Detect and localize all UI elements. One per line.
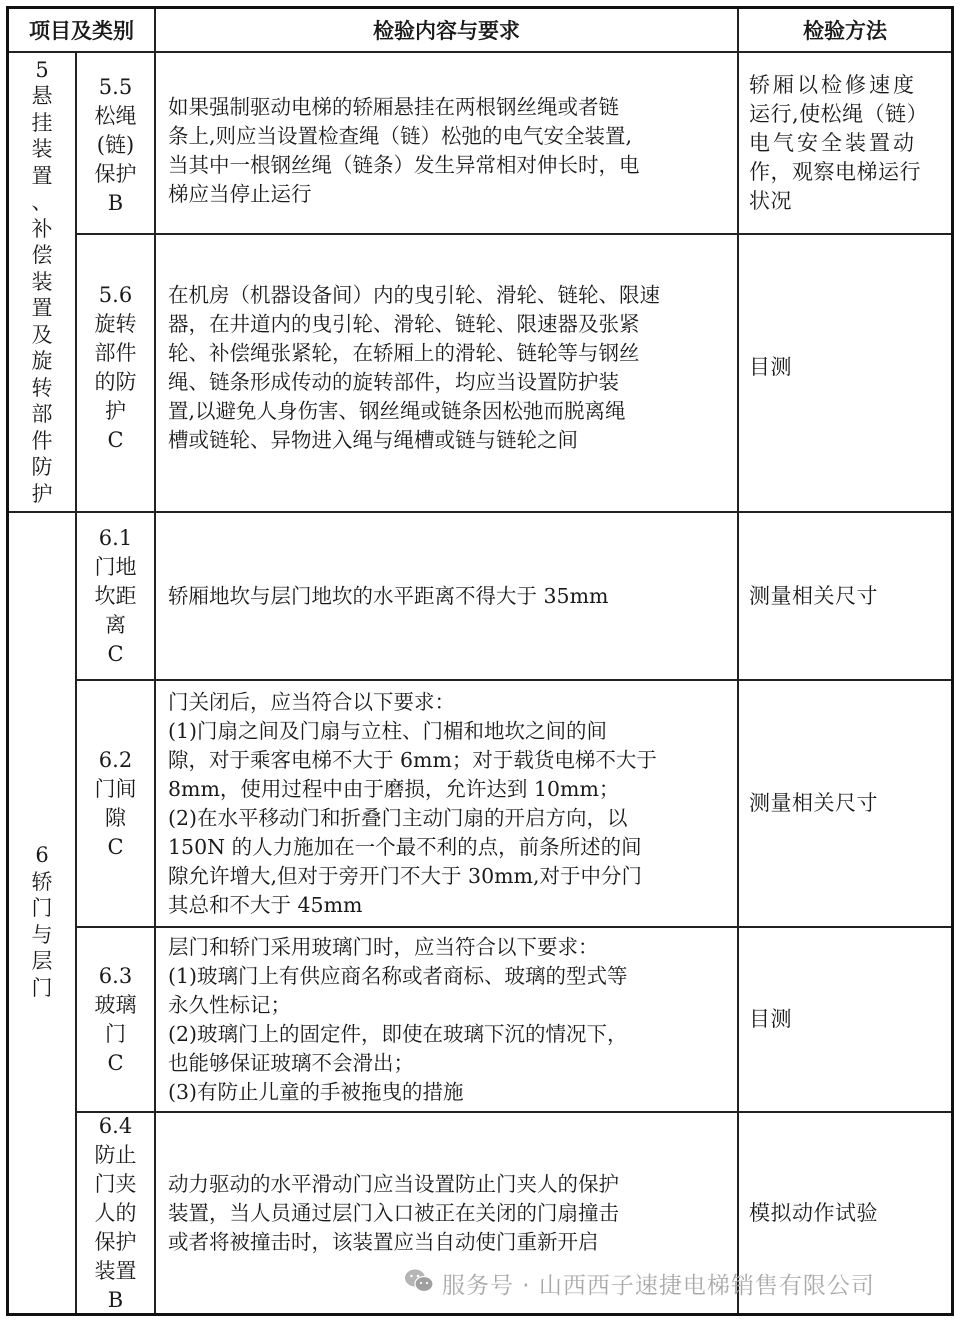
method-5-6 <box>737 233 951 511</box>
content-line: (1)玻璃门上有供应商名称或者商标、玻璃的型式等 <box>168 963 628 988</box>
content-line: 永久性标记； <box>168 992 291 1017</box>
group-char: 补 <box>31 216 53 241</box>
content-line: 器，在井道内的曳引轮、滑轮、链轮、限速器及张紧 <box>168 312 640 336</box>
content-line: 动力驱动的水平滑动门应当设置防止门夹人的保护 <box>168 1171 619 1196</box>
item-title: 保护 <box>94 1229 137 1254</box>
item-title: 护 <box>105 399 126 423</box>
item-title: 旋转 <box>94 312 137 336</box>
content-5-5 <box>154 51 737 233</box>
item-6-1 <box>75 511 154 679</box>
content-line: (2)玻璃门上的固定件，即使在玻璃下沉的情况下， <box>168 1021 628 1046</box>
item-title: 门夹 <box>94 1171 137 1196</box>
group-char: 、 <box>31 190 53 215</box>
group-char: 门 <box>31 896 53 920</box>
header-label: 项目及类别 <box>29 19 134 43</box>
content-line: 门关闭后，应当符合以下要求： <box>168 689 455 714</box>
content-line: 轮、补偿绳张紧轮，在轿厢上的滑轮、链轮等与钢丝 <box>168 341 640 365</box>
group-char: 偿 <box>31 243 53 268</box>
method-line: 目测 <box>749 1007 792 1031</box>
group-6-label <box>9 511 75 1310</box>
content-line: 轿厢地坎与层门地坎的水平距离不得大于 35mm <box>168 583 609 608</box>
item-title: 门地 <box>94 554 137 579</box>
group-5-label <box>9 51 75 511</box>
group-char: 门 <box>31 975 53 1000</box>
content-6-3 <box>154 926 737 1111</box>
inspection-table <box>6 6 954 1316</box>
item-class: C <box>107 641 124 666</box>
content-line: 当其中一根钢丝绳（链条）发生异常相对伸长时，电 <box>168 153 640 177</box>
watermark-text: 服务号 · 山西西子速捷电梯销售有限公司 <box>442 1273 875 1299</box>
group-char: 件 <box>31 428 53 453</box>
item-title: 保护 <box>94 162 137 186</box>
content-line: 层门和轿门采用玻璃门时，应当符合以下要求： <box>168 934 599 959</box>
content-line: 隙，对于乘客电梯不大于 6mm；对于载货电梯不大于 <box>168 747 657 772</box>
item-6-2 <box>75 679 154 926</box>
header-label: 检验方法 <box>803 19 887 43</box>
method-6-1 <box>737 511 951 679</box>
method-line: 测量相关尺寸 <box>749 791 878 815</box>
content-line: 150N 的人力施加在一个最不利的点，前条所述的间 <box>168 834 642 859</box>
content-line: 其总和不大于 45mm <box>168 892 363 917</box>
item-title: 隙 <box>105 805 126 830</box>
content-line: 如果强制驱动电梯的轿厢悬挂在两根钢丝绳或者链 <box>168 95 619 119</box>
content-line: 隙允许增大,但对于旁开门不大于 30mm,对于中分门 <box>168 863 643 888</box>
content-line: 梯应当停止运行 <box>168 182 312 206</box>
wechat-icon <box>404 1268 442 1300</box>
method-line: 电气安全装置动 <box>749 131 917 155</box>
header-content-requirements <box>154 9 737 51</box>
header-item-category <box>9 9 154 51</box>
content-line: 也能够保证玻璃不会滑出； <box>168 1050 414 1075</box>
item-title: 防止 <box>94 1142 137 1167</box>
item-title: 的防 <box>94 370 137 394</box>
content-line: 装置，当人员通过层门入口被正在关闭的门扇撞击 <box>168 1200 619 1225</box>
group-char: 悬 <box>31 84 53 109</box>
item-title: 离 <box>105 612 126 637</box>
method-line: 测量相关尺寸 <box>749 583 878 608</box>
group-char: 装 <box>31 269 53 294</box>
group-char: 挂 <box>31 110 53 135</box>
item-5-6 <box>75 233 154 511</box>
item-number: 5.5 <box>98 75 133 99</box>
method-line: 状况 <box>749 189 792 213</box>
content-line: (2)在水平移动门和折叠门主动门扇的开启方向，以 <box>168 805 628 830</box>
content-5-6 <box>154 233 737 511</box>
item-number: 5.6 <box>98 283 133 307</box>
group-char: 轿 <box>31 869 53 894</box>
group-char: 层 <box>31 949 53 973</box>
item-6-4 <box>75 1111 154 1313</box>
method-line: 轿厢以检修速度 <box>749 73 917 97</box>
group-char: 防 <box>31 455 53 480</box>
group-char: 旋 <box>31 349 53 374</box>
item-class: B <box>107 191 124 215</box>
item-number: 6.4 <box>98 1113 133 1138</box>
item-title: 松绳 <box>94 104 137 128</box>
method-line: 作，观察电梯运行 <box>749 160 921 184</box>
item-title: 坎距 <box>94 583 137 608</box>
item-title: 人的 <box>94 1200 137 1225</box>
group-char: 转 <box>31 375 53 400</box>
content-line: 8mm，使用过程中由于磨损，允许达到 10mm； <box>168 776 620 801</box>
item-number: 6.3 <box>98 963 133 988</box>
method-line: 模拟动作试验 <box>749 1200 878 1225</box>
header-inspection-method <box>737 9 951 51</box>
group-char: 及 <box>31 322 53 347</box>
method-line: 运行,使松绳（链） <box>749 102 929 126</box>
item-number: 6.2 <box>98 747 133 772</box>
group-char: 置 <box>31 163 53 188</box>
item-class: C <box>107 834 124 859</box>
content-line: 条上,则应当设置检查绳（链）松弛的电气安全装置, <box>168 124 633 148</box>
watermark <box>404 1267 875 1300</box>
item-title: 部件 <box>94 341 137 365</box>
item-title: 门 <box>105 1021 126 1046</box>
content-line: (1)门扇之间及门扇与立柱、门楣和地坎之间的间 <box>168 718 608 743</box>
item-class: B <box>107 1287 124 1312</box>
item-title: 装置 <box>94 1258 137 1283</box>
item-class: C <box>107 1050 124 1075</box>
group-char: 置 <box>31 296 53 321</box>
group-char: 部 <box>31 402 53 427</box>
method-6-3 <box>737 926 951 1111</box>
group-char: 护 <box>31 481 53 506</box>
item-title: 门间 <box>94 776 137 801</box>
group-char: 与 <box>31 922 53 947</box>
method-line: 目测 <box>749 354 792 379</box>
header-label: 检验内容与要求 <box>373 19 520 43</box>
group-char: 6 <box>35 843 49 867</box>
content-line: 槽或链轮、异物进入绳与绳槽或链与链轮之间 <box>168 428 578 452</box>
item-number: 6.1 <box>98 525 133 550</box>
method-6-2 <box>737 679 951 926</box>
item-title: 玻璃 <box>94 992 137 1017</box>
content-line: 或者将被撞击时，该装置应当自动使门重新开启 <box>168 1229 599 1254</box>
method-5-5 <box>737 51 951 233</box>
content-6-1 <box>154 511 737 679</box>
content-line: 绳、链条形成传动的旋转部件，均应当设置防护装 <box>168 370 619 394</box>
content-line: (3)有防止儿童的手被拖曳的措施 <box>168 1079 464 1104</box>
group-char: 5 <box>35 57 49 82</box>
item-title: (链) <box>96 133 135 157</box>
content-line: 置,以避免人身伤害、钢丝绳或链条因松弛而脱离绳 <box>168 399 626 423</box>
item-6-3 <box>75 926 154 1111</box>
content-6-2 <box>154 679 737 926</box>
item-class: C <box>107 428 124 452</box>
content-line: 在机房（机器设备间）内的曳引轮、滑轮、链轮、限速 <box>168 283 660 307</box>
item-5-5 <box>75 51 154 233</box>
group-char: 装 <box>31 137 53 162</box>
